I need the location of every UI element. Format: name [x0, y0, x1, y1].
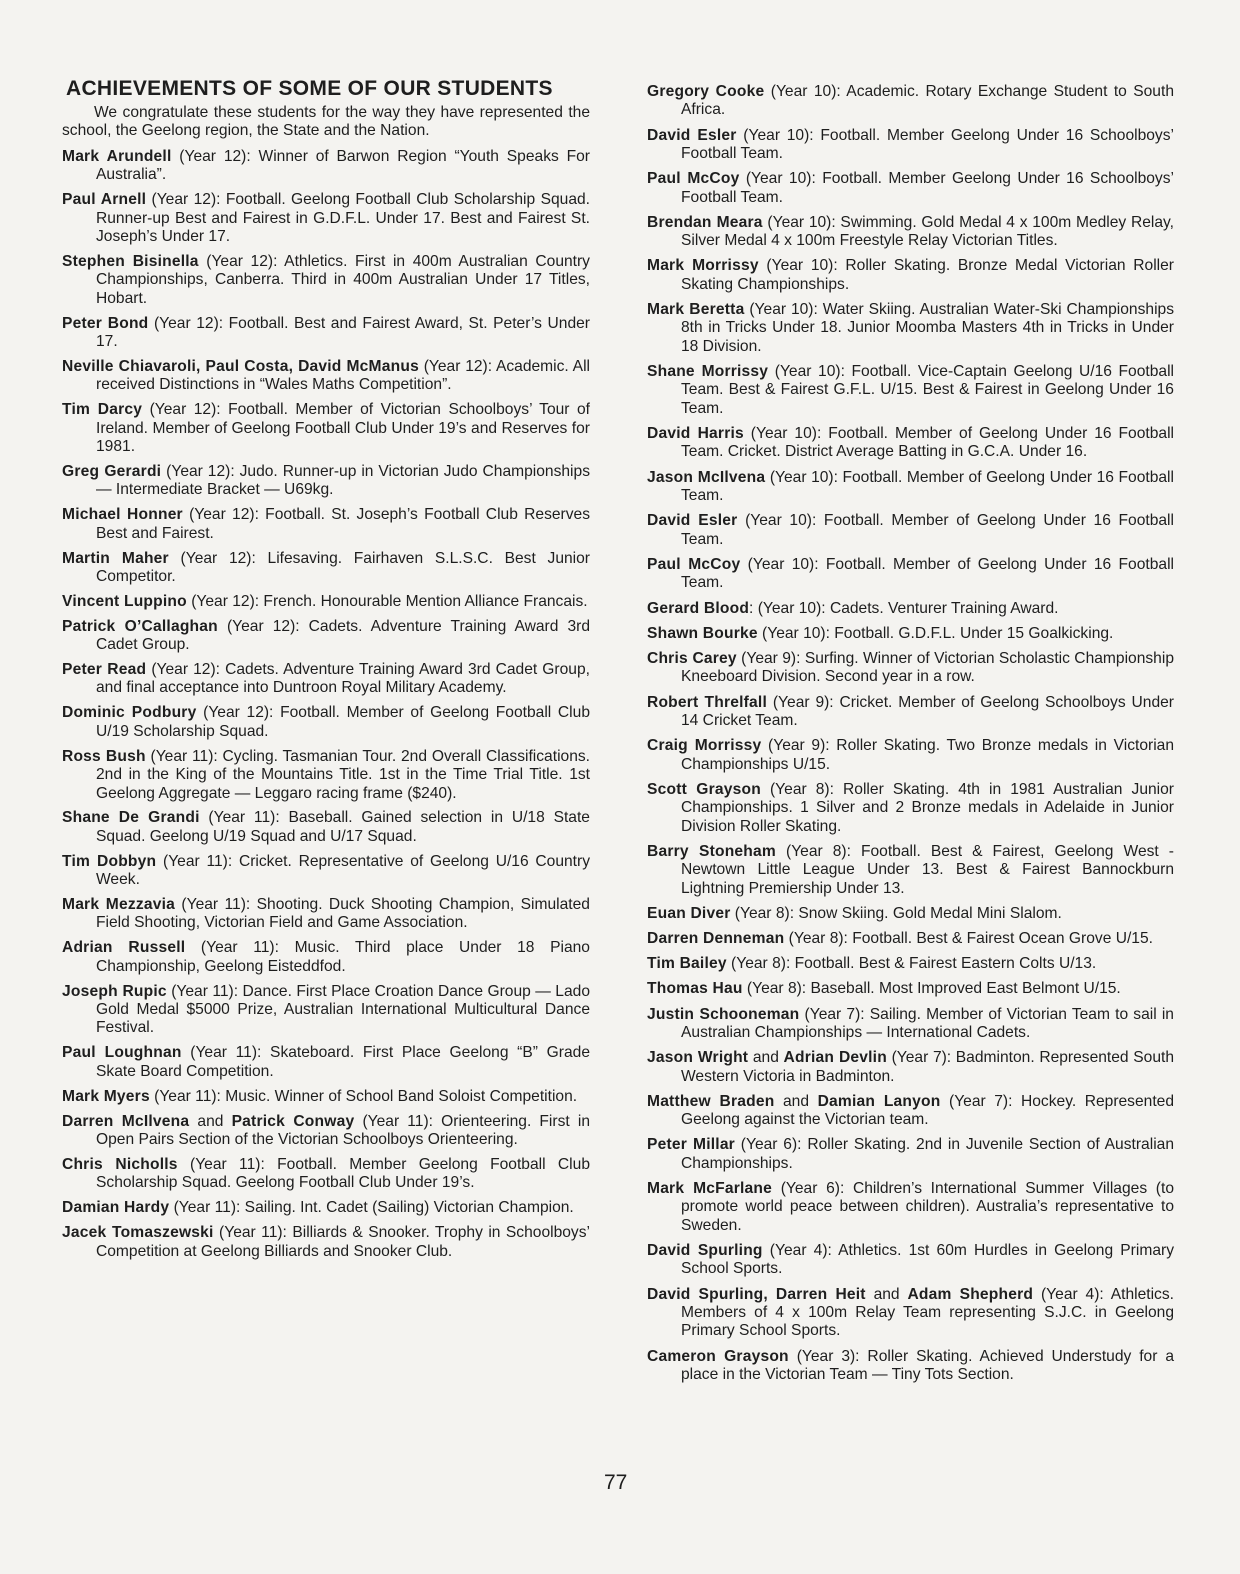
achievement-text: (Year 12): Athletics. First in 400m Australian Country Championships, Canberra. Third in 400m Australian Under 17 Titles, Hobart.: [96, 252, 590, 307]
achievement-entry: [62, 748, 590, 803]
achievement-text: (Year 10): Football. Member Geelong Under 16 Schoolboys’ Football Team.: [681, 126, 1174, 163]
student-names: Michael Honner: [62, 506, 183, 524]
student-names: Damian Lanyon: [817, 1092, 941, 1110]
achievement-text: (Year 10): Football. Member of Geelong Under 16 Football Team. Cricket. District Average Batting in G.C.A. Under 16.: [681, 425, 1174, 461]
achievement-text: (Year 10): Football. Member of Geelong Under 16 Football Team.: [681, 468, 1174, 505]
achievement-text: (Year 11): Billiards & Snooker. Trophy in Schoolboys’ Competition at Geelong Billiards and Snooker Club.: [96, 1224, 590, 1260]
student-names: Damian Hardy: [62, 1199, 170, 1217]
student-names: Brendan Meara: [647, 213, 763, 231]
left-column: [62, 76, 590, 1267]
left-entry-list: [62, 148, 590, 1261]
achievement-text: (Year 7): Hockey. Represented Geelong against the Victorian team.: [681, 1092, 1175, 1129]
student-names: Euan Diver: [647, 904, 731, 922]
student-names: Thomas Hau: [647, 980, 743, 998]
student-names: Greg Gerardi: [62, 462, 162, 480]
achievement-entry: [62, 1113, 590, 1150]
achievement-text: (Year 8): Football. Best & Fairest, Geelong West - Newtown Little League Under 13. Best & Fairest Bannockburn Lightning Premiership Under 13.: [681, 842, 1174, 897]
student-names: Patrick O’Callaghan: [62, 617, 218, 635]
student-names: Mark Beretta: [647, 301, 745, 319]
achievement-text: (Year 10): Swimming. Gold Medal 4 x 100m Medley Relay, Silver Medal 4 x 100m Freestyle Relay Victorian Titles.: [681, 213, 1175, 250]
achievement-text: (Year 11): Orienteering. First in Open Pairs Section of the Victorian Schoolboys Orienteering.: [96, 1112, 590, 1148]
achievement-entry: [647, 1136, 1174, 1173]
achievement-entry: [62, 1224, 590, 1261]
student-names: Shane De Grandi: [62, 809, 200, 827]
student-names: Vincent Luppino: [62, 592, 187, 610]
achievement-entry: [647, 363, 1174, 418]
student-names: Shawn Bourke: [647, 624, 758, 642]
names-connector: and: [748, 1049, 784, 1067]
student-names: Paul McCoy: [647, 170, 740, 188]
student-names: Mark Morrissy: [647, 257, 759, 275]
achievement-entry: [647, 1093, 1174, 1130]
student-names: Darren McIlvena: [62, 1112, 190, 1130]
achievement-text: (Year 11): Cricket. Representative of Geelong U/16 Country Week.: [96, 852, 591, 889]
page-heading: ACHIEVEMENTS OF SOME OF OUR STUDENTS: [66, 77, 553, 100]
achievement-text: (Year 10): Football. Member of Geelong Under 16 Football Team.: [681, 555, 1174, 592]
achievement-entry: [62, 939, 590, 976]
achievement-entry: [647, 214, 1174, 251]
achievement-text: (Year 12): Football. Member of Geelong Football Club U/19 Scholarship Squad.: [96, 704, 590, 740]
achievement-text: (Year 12): French. Honourable Mention Alliance Francais.: [186, 592, 588, 610]
achievement-entry: [62, 148, 590, 185]
achievement-entry: [62, 1199, 590, 1217]
student-names: Adrian Devlin: [783, 1049, 887, 1067]
achievement-entry: [62, 593, 590, 611]
achievement-entry: [647, 1242, 1174, 1279]
student-names: Jacek Tomaszewski: [62, 1224, 214, 1242]
achievement-entry: [647, 905, 1174, 923]
achievement-text: (Year 10): Football. Vice-Captain Geelong U/16 Football Team. Best & Fairest G.F.L. U/15. Best & Fairest in Geelong Under 16 Team.: [681, 363, 1174, 417]
student-names: Cameron Grayson: [647, 1347, 789, 1365]
achievement-entry: [647, 127, 1174, 164]
achievement-text: (Year 11): Sailing. Int. Cadet (Sailing) Victorian Champion.: [169, 1199, 574, 1217]
achievement-text: (Year 4): Athletics. 1st 60m Hurdles in Geelong Primary School Sports.: [681, 1242, 1174, 1278]
achievement-entry: [62, 983, 590, 1038]
achievement-text: (Year 12): Football. Geelong Football Club Scholarship Squad. Runner-up Best and Fairest in G.D.F.L. Under 17. Best and Fairest St. Joseph’s Under 17.: [96, 191, 591, 245]
achievement-entry: [62, 896, 590, 933]
student-names: Dominic Podbury: [62, 704, 197, 722]
student-names: Stephen Bisinella: [62, 252, 199, 270]
names-connector: and: [774, 1092, 818, 1110]
student-names: Adrian Russell: [62, 939, 186, 957]
achievement-text: (Year 10): Roller Skating. Bronze Medal Victorian Roller Skating Championships.: [681, 257, 1174, 293]
achievement-entry: [647, 737, 1174, 774]
student-names: Tim Darcy: [62, 401, 143, 419]
achievement-entry: [62, 550, 590, 587]
achievement-text: (Year 12): Winner of Barwon Region “Youth Speaks For Australia”.: [96, 147, 590, 184]
student-names: Peter Millar: [647, 1136, 735, 1154]
achievement-entry: [647, 694, 1174, 731]
achievement-text: (Year 8): Football. Best & Fairest Ocean Grove U/15.: [784, 929, 1153, 947]
student-names: Matthew Braden: [647, 1092, 775, 1110]
right-column: [647, 83, 1174, 1391]
student-names: Ross Bush: [62, 747, 146, 765]
student-names: Mark Myers: [62, 1087, 150, 1105]
achievement-text: (Year 8): Baseball. Most Improved East Belmont U/15.: [742, 980, 1121, 998]
achievement-text: (Year 4): Athletics. Members of 4 x 100m Relay Team representing S.J.C. in Geelong Primary School Sports.: [681, 1285, 1174, 1340]
student-names: David Esler: [647, 512, 738, 530]
achievement-entry: [647, 930, 1174, 948]
achievement-entry: [62, 506, 590, 543]
achievement-entry: [647, 556, 1174, 593]
student-names: Peter Read: [62, 661, 147, 679]
achievement-entry: [62, 191, 590, 246]
achievement-entry: [62, 704, 590, 741]
achievement-entry: [647, 512, 1174, 549]
names-connector: and: [189, 1112, 232, 1130]
student-names: Chris Carey: [647, 649, 737, 667]
student-names: Paul Arnell: [62, 191, 147, 209]
achievement-text: (Year 12): Academic. All received Distinctions in “Wales Maths Competition”.: [96, 357, 591, 394]
achievement-entry: [62, 463, 590, 500]
achievement-text: (Year 10): Football. G.D.F.L. Under 15 Goalkicking.: [757, 624, 1114, 642]
achievement-entry: [62, 253, 590, 308]
achievement-entry: [647, 955, 1174, 973]
achievement-text: (Year 12): Cadets. Adventure Training Award 3rd Cadet Group, and final acceptance into Duntroon Royal Military Academy.: [96, 661, 590, 697]
achievement-entry: [647, 600, 1174, 618]
achievement-text: (Year 11): Dance. First Place Croation Dance Group — Lado Gold Medal $5000 Prize, Australian International Multicultural Dance Festival.: [96, 982, 590, 1037]
achievement-text: (Year 12): Football. Best and Fairest Award, St. Peter’s Under 17.: [96, 314, 590, 350]
achievement-entry: [647, 1049, 1174, 1086]
student-names: Chris Nicholls: [62, 1155, 178, 1173]
achievement-text: (Year 11): Cycling. Tasmanian Tour. 2nd Overall Classifications. 2nd in the King of the Mountains Title. 1st in the Time Trial Title. 1st Geelong Aggregate — Leggaro racing frame ($240).: [96, 747, 591, 802]
student-names: Mark Arundell: [62, 147, 172, 165]
student-names: Justin Schooneman: [647, 1005, 800, 1023]
achievement-entry: [647, 1348, 1174, 1385]
achievement-text: (Year 8): Snow Skiing. Gold Medal Mini Slalom.: [730, 904, 1062, 922]
student-names: Adam Shepherd: [907, 1285, 1034, 1303]
achievement-entry: [62, 358, 590, 395]
achievement-text: (Year 10): Football. Member of Geelong Under 16 Football Team.: [681, 512, 1174, 548]
achievement-entry: [647, 170, 1174, 207]
achievement-text: (Year 11): Football. Member Geelong Football Club Scholarship Squad. Geelong Football Club Under 19’s.: [96, 1155, 590, 1192]
achievement-entry: [62, 1088, 590, 1106]
achievement-text: (Year 10): Football. Member Geelong Under 16 Schoolboys’ Football Team.: [681, 170, 1174, 206]
student-names: Neville Chiavaroli, Paul Costa, David McManus: [62, 357, 419, 375]
achievement-text: (Year 7): Badminton. Represented South Western Victoria in Badminton.: [681, 1049, 1174, 1085]
student-names: Tim Bailey: [647, 955, 727, 973]
achievement-text: (Year 9): Cricket. Member of Geelong Schoolboys Under 14 Cricket Team.: [681, 693, 1174, 729]
achievement-text: (Year 7): Sailing. Member of Victorian Team to sail in Australian Championships — International Cadets.: [681, 1005, 1174, 1041]
achievement-text: (Year 12): Football. St. Joseph’s Football Club Reserves Best and Fairest.: [96, 506, 590, 542]
achievement-entry: [62, 809, 590, 846]
achievement-entry: [647, 425, 1174, 462]
achievement-text: (Year 10): Academic. Rotary Exchange Student to South Africa.: [681, 83, 1174, 119]
achievement-text: (Year 12): Football. Member of Victorian Schoolboys’ Tour of Ireland. Member of Geelong Football Club Under 19’s and Reserves for 1981.: [96, 401, 590, 455]
student-names: Tim Dobbyn: [62, 852, 157, 870]
student-names: Robert Threlfall: [647, 693, 767, 711]
achievement-text: (Year 8): Roller Skating. 4th in 1981 Australian Junior Championships. 1 Silver and 2 Bronze medals in Adelaide in Junior Division Roller Skating.: [681, 780, 1174, 835]
achievement-text: (Year 9): Surfing. Winner of Victorian Scholastic Championship Kneeboard Division. Second year in a row.: [681, 649, 1174, 686]
right-entry-list: [647, 83, 1174, 1384]
achievement-text: (Year 11): Shooting. Duck Shooting Champion, Simulated Field Shooting, Victorian Field and Game Association.: [96, 896, 590, 932]
student-names: Jason Wright: [647, 1049, 749, 1067]
achievement-entry: [62, 1044, 590, 1081]
student-names: Martin Maher: [62, 549, 169, 567]
achievement-text: (Year 12): Judo. Runner-up in Victorian Judo Championships — Intermediate Bracket — U69kg.: [96, 462, 590, 499]
student-names: Craig Morrissy: [647, 737, 762, 755]
page-number: 77: [604, 1471, 628, 1494]
achievement-entry: [647, 1286, 1174, 1341]
achievement-text: (Year 11): Music. Winner of School Band Soloist Competition.: [149, 1087, 578, 1105]
achievement-entry: [62, 661, 590, 698]
student-names: Shane Morrissy: [647, 363, 769, 381]
student-names: Barry Stoneham: [647, 842, 776, 860]
names-connector: and: [865, 1285, 908, 1303]
intro-paragraph: We congratulate these students for the way they have represented the school, the Geelong region, the State and the Nation.: [62, 104, 590, 140]
achievement-text: (Year 6): Roller Skating. 2nd in Juvenile Section of Australian Championships.: [681, 1136, 1175, 1172]
student-names: David Spurling, Darren Heit: [647, 1285, 866, 1303]
student-names: Jason McIlvena: [647, 468, 766, 486]
achievement-entry: [62, 401, 590, 456]
student-names: Gregory Cooke: [647, 83, 765, 100]
achievement-entry: [647, 781, 1174, 836]
achievement-entry: [647, 980, 1174, 998]
student-names: Scott Grayson: [647, 780, 761, 798]
achievement-entry: [647, 650, 1174, 687]
achievement-entry: [647, 83, 1174, 120]
achievement-text: (Year 9): Roller Skating. Two Bronze medals in Victorian Championships U/15.: [681, 737, 1175, 773]
student-names: Joseph Rupic: [62, 982, 167, 1000]
achievement-text: (Year 6): Children’s International Summer Villages (to promote world peace between children). Australia’s representative to Sweden.: [681, 1180, 1174, 1234]
achievement-entry: [62, 618, 590, 655]
achievement-text: (Year 12): Cadets. Adventure Training Award 3rd Cadet Group.: [96, 617, 590, 654]
achievement-entry: [647, 257, 1174, 294]
achievement-entry: [62, 315, 590, 352]
student-names: Peter Bond: [62, 314, 149, 332]
achievement-text: (Year 3): Roller Skating. Achieved Understudy for a place in the Victorian Team — Tiny Tots Section.: [681, 1347, 1174, 1384]
achievement-text: (Year 12): Lifesaving. Fairhaven S.L.S.C. Best Junior Competitor.: [96, 549, 590, 585]
achievement-text: (Year 11): Music. Third place Under 18 Piano Championship, Geelong Eisteddfod.: [96, 939, 590, 975]
achievement-entry: [647, 843, 1174, 898]
achievement-entry: [647, 1006, 1174, 1043]
student-names: Mark McFarlane: [647, 1180, 773, 1198]
achievement-text: (Year 10): Water Skiing. Australian Water-Ski Championships 8th in Tricks Under 18. Junior Moomba Masters 4th in Tricks in Under 18 Division.: [681, 301, 1174, 355]
achievement-entry: [647, 301, 1174, 356]
achievement-entry: [647, 1180, 1174, 1235]
student-names: Paul McCoy: [647, 555, 741, 573]
student-names: Gerard Blood: [647, 599, 750, 617]
achievement-text: : (Year 10): Cadets. Venturer Training Award.: [749, 599, 1059, 617]
student-names: Darren Denneman: [647, 929, 785, 947]
achievement-entry: [647, 469, 1174, 506]
achievement-text: (Year 11): Baseball. Gained selection in U/18 State Squad. Geelong U/19 Squad and U/17 Squad.: [96, 809, 590, 845]
student-names: David Spurling: [647, 1242, 763, 1260]
student-names: David Harris: [647, 425, 744, 443]
student-names: Paul Loughnan: [62, 1044, 182, 1062]
student-names: David Esler: [647, 126, 737, 144]
achievement-text: (Year 11): Skateboard. First Place Geelong “B” Grade Skate Board Competition.: [96, 1044, 590, 1080]
achievement-text: (Year 8): Football. Best & Fairest Eastern Colts U/13.: [726, 955, 1097, 973]
student-names: Patrick Conway: [231, 1112, 355, 1130]
achievement-entry: [62, 1156, 590, 1193]
achievement-entry: [62, 853, 590, 890]
student-names: Mark Mezzavia: [62, 896, 176, 914]
achievement-entry: [647, 625, 1174, 643]
